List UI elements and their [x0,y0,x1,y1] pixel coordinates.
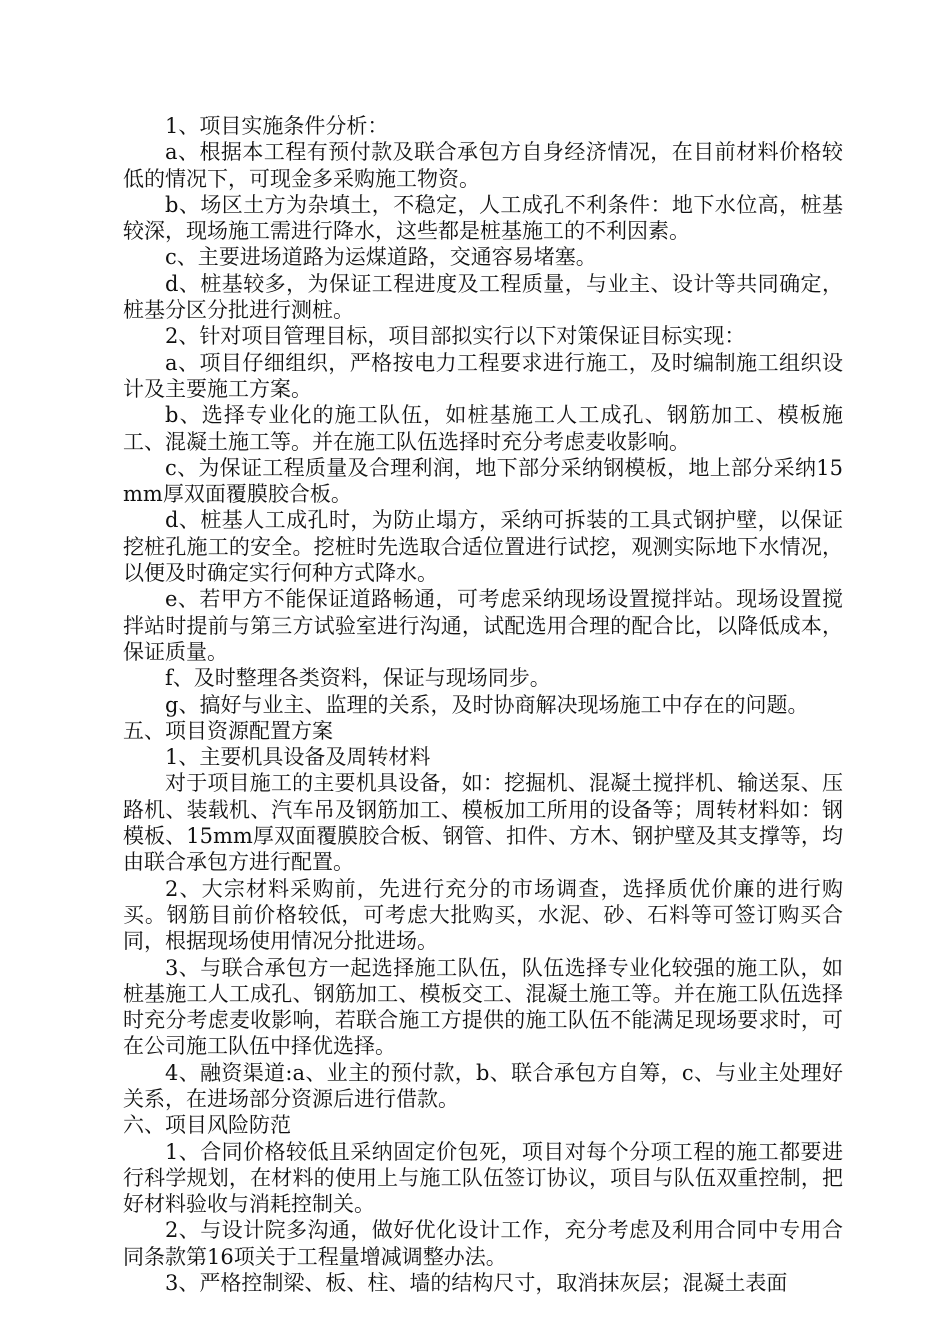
paragraph: 2、大宗材料采购前，先进行充分的市场调查，选择质优价廉的进行购买。钢筋目前价格较低，可考虑大批购买，水泥、砂、石料等可签订购买合同，根据现场使用情况分批进场。 [123,876,843,954]
paragraph: 3、严格控制梁、板、柱、墙的结构尺寸，取消抹灰层；混凝土表面 [165,1271,788,1296]
paragraph: b、选择专业化的施工队伍，如桩基施工人工成孔、钢筋加工、模板施工、混凝土施工等。并在施工队伍选择时充分考虑麦收影响。 [123,403,843,454]
paragraph: 2、与设计院多沟通，做好优化设计工作，充分考虑及利用合同中专用合同条款第16项关于工程量增减调整办法。 [123,1218,843,1269]
paragraph: 4、融资渠道:a、业主的预付款，b、联合承包方自筹，c、与业主处理好关系，在进场部分资源后进行借款。 [123,1060,843,1111]
paragraph: c、为保证工程质量及合理利润，地下部分采纳钢模板，地上部分采纳15mm厚双面覆膜胶合板。 [123,455,843,507]
paragraph: 2、针对项目管理目标，项目部拟实行以下对策保证目标实现： [165,324,746,349]
paragraph: c、主要进场道路为运煤道路，交通容易堵塞。 [165,245,597,270]
paragraph: d、桩基人工成孔时，为防止塌方，采纳可拆装的工具式钢护壁，以保证挖桩孔施工的安全。挖桩时先选取合适位置进行试挖，观测实际地下水情况，以便及时确定实行何种方式降水。 [123,508,843,586]
paragraph: 1、合同价格较低且采纳固定价包死，项目对每个分项工程的施工都要进行科学规划，在材料的使用上与施工队伍签订协议，项目与队伍双重控制，把好材料验收与消耗控制关。 [123,1139,843,1217]
paragraph: e、若甲方不能保证道路畅通，可考虑采纳现场设置搅拌站。现场设置搅拌站时提前与第三方试验室进行沟通，试配选用合理的配合比，以降低成本，保证质量。 [123,587,843,664]
paragraph: 3、与联合承包方一起选择施工队伍，队伍选择专业化较强的施工队，如桩基施工人工成孔、钢筋加工、模板交工、混凝土施工等。并在施工队伍选择时充分考虑麦收影响，若联合施工方提供的施工队伍不能满足现场要求时，可在公司施工队伍中择优选择。 [123,955,843,1059]
document-body [123,113,843,1296]
paragraph: b、场区土方为杂填土，不稳定，人工成孔不利条件：地下水位高，桩基较深，现场施工需进行降水，这些都是桩基施工的不利因素。 [123,192,843,244]
paragraph: a、根据本工程有预付款及联合承包方自身经济情况，在目前材料价格较低的情况下，可现金多采购施工物资。 [123,140,843,191]
section-heading: 六、项目风险防范 [123,1113,291,1138]
paragraph: 1、主要机具设备及周转材料 [165,745,431,770]
paragraph: 1、项目实施条件分析： [165,114,389,138]
paragraph: 对于项目施工的主要机具设备，如：挖掘机、混凝土搅拌机、输送泵、压路机、装载机、汽车吊及钢筋加工、模板加工所用的设备等；周转材料如：钢模板、15mm厚双面覆膜胶合板、钢管、扣件、方木、钢护壁及其支撑等，均由联合承包方进行配置。 [123,771,843,875]
section-heading: 五、项目资源配置方案 [123,718,333,743]
paragraph: a、项目仔细组织，严格按电力工程要求进行施工，及时编制施工组织设计及主要施工方案。 [123,350,843,401]
paragraph: f、及时整理各类资料，保证与现场同步。 [165,666,551,691]
paragraph: g、搞好与业主、监理的关系，及时协商解决现场施工中存在的问题。 [165,692,809,717]
paragraph: d、桩基较多，为保证工程进度及工程质量，与业主、设计等共同确定，桩基分区分批进行测桩。 [123,271,843,323]
